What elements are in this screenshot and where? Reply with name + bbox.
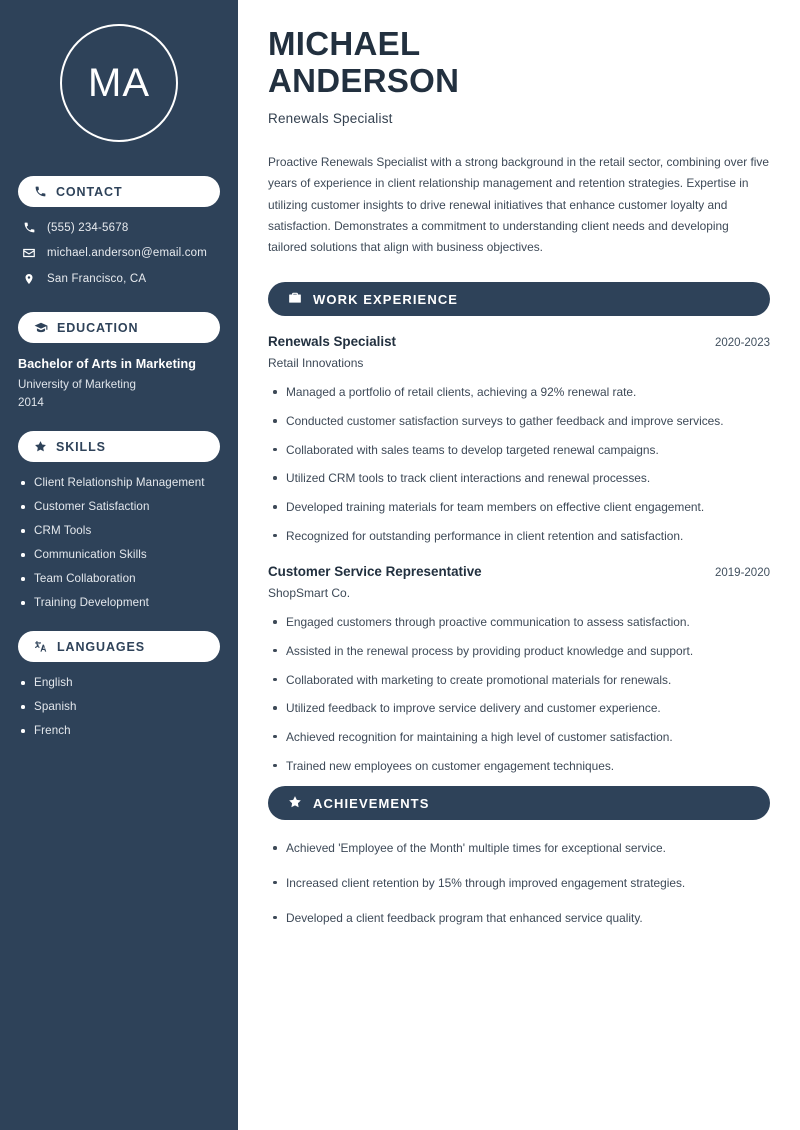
list-item: Utilized feedback to improve service delivery and customer experience. <box>268 700 770 717</box>
list-item: Conducted customer satisfaction surveys to gather feedback and improve services. <box>268 413 770 430</box>
contact-location-value: San Francisco, CA <box>47 273 147 285</box>
job-header <box>268 564 770 579</box>
education-section-heading <box>18 312 220 343</box>
job-header <box>268 334 770 349</box>
contact-section-heading <box>18 176 220 207</box>
languages-heading-label: LANGUAGES <box>57 639 145 654</box>
list-item: Utilized CRM tools to track client interactions and renewal processes. <box>268 470 770 487</box>
job-role-subtitle: Renewals Specialist <box>268 110 393 126</box>
page-title <box>268 26 770 100</box>
list-item: Assisted in the renewal process by providing product knowledge and support. <box>268 643 770 660</box>
contact-location-row <box>22 272 220 286</box>
list-item: Developed training materials for team members on effective client engagement. <box>268 499 770 516</box>
contact-heading-label: CONTACT <box>56 184 123 199</box>
job-company: ShopSmart Co. <box>268 586 351 601</box>
job-dates: 2020-2023 <box>715 337 770 350</box>
job-title: Customer Service Representative <box>268 564 482 580</box>
phone-icon <box>22 221 36 234</box>
skills-list <box>18 476 220 609</box>
job-bullets <box>268 614 770 774</box>
achievements-section-heading <box>268 786 770 820</box>
main-content <box>238 0 800 1130</box>
list-item: Collaborated with marketing to create promotional materials for renewals. <box>268 672 770 689</box>
envelope-icon <box>22 246 36 260</box>
skills-heading-label: SKILLS <box>56 439 106 454</box>
first-name: MICHAEL <box>268 25 421 62</box>
list-item: Customer Satisfaction <box>18 500 220 513</box>
graduation-cap-icon <box>34 321 48 335</box>
languages-list <box>18 676 220 737</box>
job-company: Retail Innovations <box>268 356 364 371</box>
education-degree: Bachelor of Arts in Marketing <box>18 357 197 371</box>
profile-summary: Proactive Renewals Specialist with a strong background in the retail sector, combining over five years of experience in client relationship management and retention strategies. Expertise in utilizing customer insights to drive renewal initiatives that enhance customer loyalty and satisfaction. Demonstrates a commitment to understanding client needs and developing tailored solutions that align with business objectives. <box>268 154 769 255</box>
achievements-list <box>268 840 770 926</box>
list-item: Achieved 'Employee of the Month' multiple times for exceptional service. <box>268 840 770 857</box>
contact-email-value: michael.anderson@email.com <box>47 247 208 259</box>
education-school: University of Marketing <box>18 378 136 391</box>
star-icon <box>288 795 302 812</box>
map-pin-icon <box>22 272 36 286</box>
list-item: Team Collaboration <box>18 572 220 585</box>
list-item: Managed a portfolio of retail clients, achieving a 92% renewal rate. <box>268 384 770 401</box>
list-item: Recognized for outstanding performance in client retention and satisfaction. <box>268 528 770 545</box>
job-bullets <box>268 384 770 544</box>
achievements-heading-label: ACHIEVEMENTS <box>313 795 430 811</box>
job-dates: 2019-2020 <box>715 567 770 580</box>
list-item: Communication Skills <box>18 548 220 561</box>
list-item: Collaborated with sales teams to develop targeted renewal campaigns. <box>268 442 770 459</box>
briefcase-icon <box>288 291 302 308</box>
work-experience-section-heading <box>268 282 770 316</box>
skills-section-heading <box>18 431 220 462</box>
list-item: Spanish <box>18 700 220 713</box>
languages-section-heading <box>18 631 220 662</box>
sidebar <box>0 0 238 1130</box>
contact-email-row <box>22 246 220 260</box>
education-heading-label: EDUCATION <box>57 320 139 335</box>
list-item: Training Development <box>18 596 220 609</box>
work-experience-heading-label: WORK EXPERIENCE <box>313 291 459 307</box>
contact-phone-value: (555) 234-5678 <box>47 221 129 234</box>
list-item: Engaged customers through proactive communication to assess satisfaction. <box>268 614 770 631</box>
list-item: French <box>18 724 220 737</box>
job-entry <box>268 334 770 544</box>
phone-icon <box>34 185 47 198</box>
avatar-container <box>18 24 220 142</box>
list-item: CRM Tools <box>18 524 220 537</box>
translate-icon <box>34 640 48 654</box>
star-icon <box>34 440 47 453</box>
avatar-initials: MA <box>60 24 178 142</box>
list-item: Client Relationship Management <box>18 476 220 489</box>
list-item: English <box>18 676 220 689</box>
list-item: Increased client retention by 15% through improved engagement strategies. <box>268 875 770 892</box>
job-entry <box>268 564 770 774</box>
last-name: ANDERSON <box>268 61 460 99</box>
job-title: Renewals Specialist <box>268 334 397 350</box>
contact-phone-row <box>22 221 220 234</box>
education-year: 2014 <box>18 396 44 409</box>
list-item: Achieved recognition for maintaining a high level of customer satisfaction. <box>268 729 770 746</box>
list-item: Trained new employees on customer engagement techniques. <box>268 758 770 775</box>
list-item: Developed a client feedback program that enhanced service quality. <box>268 910 770 927</box>
